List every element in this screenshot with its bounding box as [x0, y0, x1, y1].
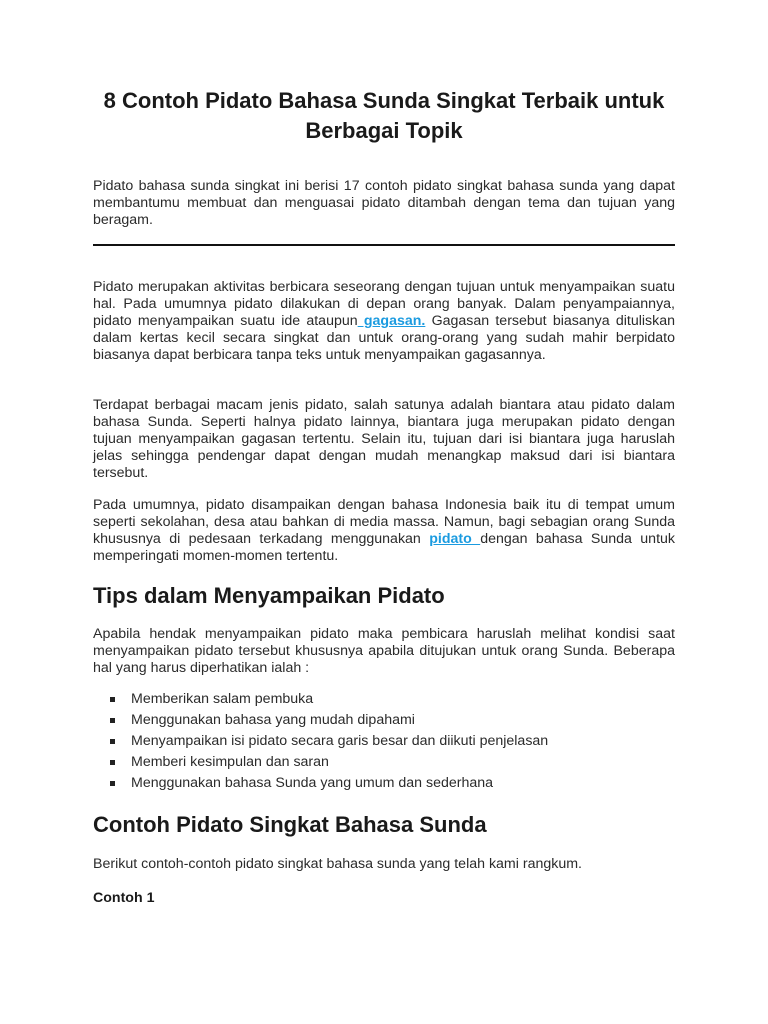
contoh-label: Contoh 1 — [93, 890, 155, 906]
horizontal-rule — [93, 244, 675, 246]
paragraph-text: Pada umumnya, pidato disampaikan dengan bahasa Indonesia baik itu di tempat umum seperti sekolahan, desa atau bahkan di media massa. Namun, bagi sebagian orang Sunda khususnya di pedesaan terkadang menggunakan — [93, 497, 675, 547]
list-item-text: Menggunakan bahasa yang mudah dipahami — [131, 712, 415, 728]
list-item — [93, 754, 675, 775]
list-item-text: Memberikan salam pembuka — [131, 691, 314, 707]
bullet-square-icon — [110, 781, 115, 786]
gagasan-link[interactable]: gagasan. — [357, 313, 426, 329]
list-item — [93, 712, 675, 733]
list-item-text: Menggunakan bahasa Sunda yang umum dan sederhana — [131, 775, 494, 791]
paragraph-biantara: Terdapat berbagai macam jenis pidato, salah satunya adalah biantara atau pidato dalam bahasa Sunda. Seperti halnya pidato lainnya, biantara juga merupakan pidato dengan tujuan menyampaikan gagasan tertentu. Selain itu, tujuan dari isi biantara juga haruslah jelas sehingga pendengar dapat dengan mudah menangkap maksud dari isi biantara tersebut. — [93, 397, 675, 481]
bullet-square-icon — [110, 718, 115, 723]
section-heading-tips: Tips dalam Menyampaikan Pidato — [93, 583, 445, 608]
list-item — [93, 691, 675, 712]
article-title: 8 Contoh Pidato Bahasa Sunda Singkat Terbaik untuk Berbagai Topik — [103, 88, 665, 143]
section-heading-contoh: Contoh Pidato Singkat Bahasa Sunda — [93, 812, 487, 837]
tips-list — [93, 691, 675, 796]
pidato-link[interactable]: pidato — [429, 531, 481, 547]
bullet-square-icon — [110, 697, 115, 702]
paragraph-pidato-definition — [93, 279, 675, 364]
paragraph-text: dengan bahasa Sunda untuk memperingati momen-momen tertentu. — [93, 531, 676, 564]
bullet-square-icon — [110, 760, 115, 765]
list-item — [93, 733, 675, 754]
paragraph-text: Pidato merupakan aktivitas berbicara seseorang dengan tujuan untuk menyampaikan suatu hal. Pada umumnya pidato dilakukan di depan orang banyak. Dalam penyampaiannya, pidato menyampaikan suatu ide ataupun — [93, 279, 675, 329]
tips-paragraph: Apabila hendak menyampaikan pidato maka pembicara haruslah melihat kondisi saat menyampaikan pidato tersebut khususnya apabila ditujukan untuk orang Sunda. Beberapa hal yang harus diperhatikan ialah : — [93, 626, 675, 676]
bullet-square-icon — [110, 739, 115, 744]
intro-paragraph: Pidato bahasa sunda singkat ini berisi 17 contoh pidato singkat bahasa sunda yang dapat membantumu membuat dan menguasai pidato ditambah dengan tema dan tujuan yang beragam. — [93, 178, 675, 228]
list-item-text: Menyampaikan isi pidato secara garis besar dan diikuti penjelasan — [131, 733, 549, 749]
paragraph-bahasa — [93, 497, 675, 565]
list-item-text: Memberi kesimpulan dan saran — [131, 754, 329, 770]
contoh-intro-paragraph: Berikut contoh-contoh pidato singkat bahasa sunda yang telah kami rangkum. — [93, 856, 582, 872]
paragraph-text: Gagasan tersebut biasanya dituliskan dalam kertas kecil secara singkat dan untuk orang-orang yang sudah mahir berpidato biasanya dapat berbicara tanpa teks untuk menyampaikan gagasannya. — [93, 313, 675, 363]
list-item — [93, 775, 675, 796]
